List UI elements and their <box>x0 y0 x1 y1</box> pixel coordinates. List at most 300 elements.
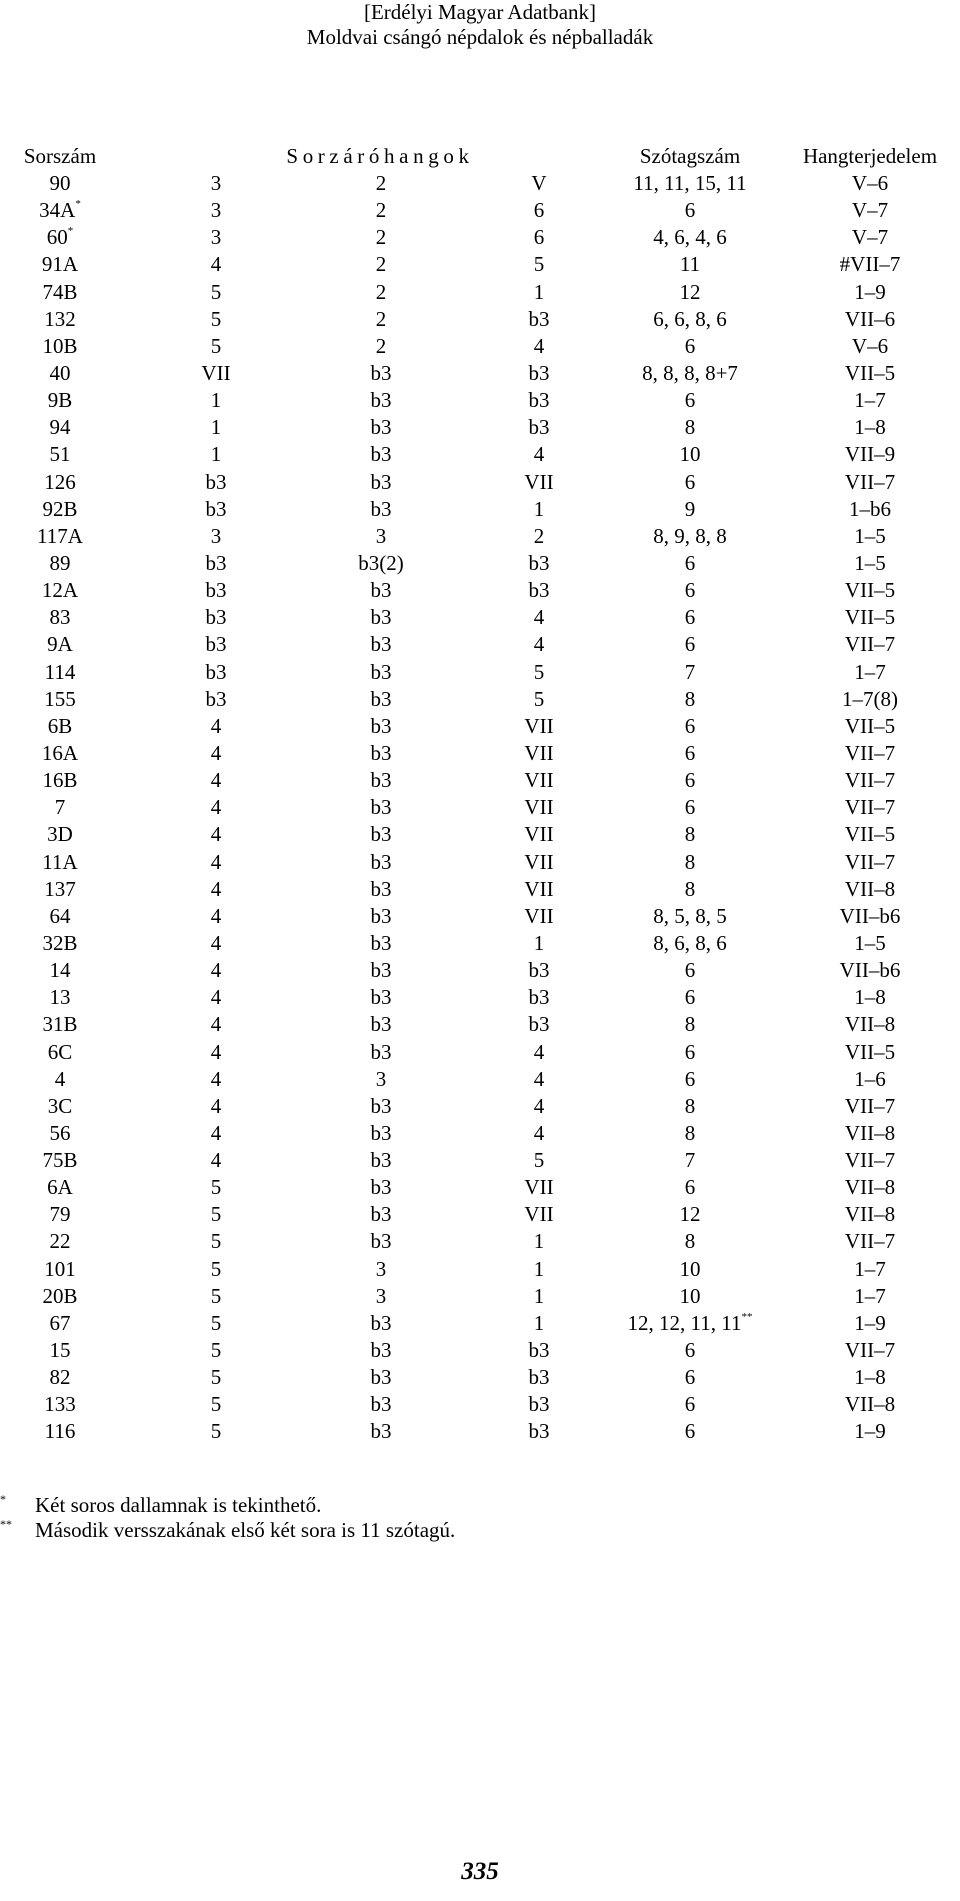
cell-hangterjedelem-text: V–7 <box>851 198 889 223</box>
cell-hang-3 <box>489 604 589 631</box>
cell-sorszam <box>10 469 110 496</box>
cell-sorszam <box>10 821 110 848</box>
cell-hang-2-text: b3 <box>370 1093 392 1118</box>
cell-hang-2 <box>331 441 431 468</box>
cell-hang-1 <box>166 1283 266 1310</box>
cell-hang-3-text: b3 <box>528 1365 550 1390</box>
cell-hang-2 <box>331 686 431 713</box>
footnote-reference: * <box>75 198 81 211</box>
table-row <box>0 1418 960 1445</box>
cell-hang-3-text: 2 <box>533 523 545 548</box>
cell-hang-2 <box>331 1310 431 1337</box>
cell-szotagszam <box>590 686 790 713</box>
cell-hangterjedelem <box>790 849 950 876</box>
cell-hangterjedelem-text: 1–8 <box>854 985 886 1010</box>
cell-sorszam <box>10 306 110 333</box>
cell-szotagszam-text: 10 <box>679 442 701 467</box>
cell-hang-1-text: 4 <box>210 740 222 765</box>
cell-hang-3 <box>489 876 589 903</box>
table-row <box>0 279 960 306</box>
cell-hang-1 <box>166 1066 266 1093</box>
cell-hang-1-text: 5 <box>210 1175 222 1200</box>
cell-hangterjedelem <box>790 1256 950 1283</box>
cell-hang-1-text: b3 <box>205 659 227 684</box>
cell-hang-2 <box>331 333 431 360</box>
cell-szotagszam-text: 8 <box>684 876 696 901</box>
cell-hang-2 <box>331 903 431 930</box>
cell-szotagszam-text: 6 <box>684 958 696 983</box>
column-header-sorszam: Sorszám <box>23 144 97 168</box>
cell-hang-3-text: VII <box>524 740 554 765</box>
cell-sorszam-text: 91A <box>41 252 79 277</box>
cell-szotagszam-text: 8 <box>684 1229 696 1254</box>
table-row <box>0 523 960 550</box>
cell-szotagszam-text: 6 <box>684 985 696 1010</box>
cell-sorszam <box>10 876 110 903</box>
cell-hangterjedelem-text: VII–5 <box>844 822 896 847</box>
cell-hang-1-text: 4 <box>210 930 222 955</box>
table-row <box>0 849 960 876</box>
cell-sorszam <box>10 550 110 577</box>
cell-hang-1-text: b3 <box>205 632 227 657</box>
cell-hangterjedelem <box>790 1310 950 1337</box>
cell-hangterjedelem-text: 1–9 <box>854 1310 886 1335</box>
cell-hang-3 <box>489 387 589 414</box>
cell-sorszam-text: 40 <box>49 360 71 385</box>
cell-hang-2-text: 2 <box>375 225 387 250</box>
cell-hang-1-text: b3 <box>205 496 227 521</box>
cell-szotagszam <box>590 1337 790 1364</box>
cell-hang-2 <box>331 251 431 278</box>
cell-hangterjedelem <box>790 441 950 468</box>
cell-hang-2-text: b3 <box>370 768 392 793</box>
cell-hangterjedelem <box>790 1039 950 1066</box>
cell-hang-2 <box>331 876 431 903</box>
cell-hang-3-text: b3 <box>528 360 550 385</box>
cell-hang-2 <box>331 1418 431 1445</box>
cell-hang-3-text: 6 <box>533 225 545 250</box>
cell-hang-1-text: 5 <box>210 1256 222 1281</box>
cell-szotagszam <box>590 930 790 957</box>
cell-szotagszam-text: 4, 6, 4, 6 <box>653 225 727 250</box>
cell-hang-1 <box>166 469 266 496</box>
cell-sorszam-text: 13 <box>49 985 71 1010</box>
cell-hang-2 <box>331 713 431 740</box>
cell-hang-1-text: 4 <box>210 795 222 820</box>
cell-hang-3 <box>489 469 589 496</box>
cell-hangterjedelem <box>790 740 950 767</box>
cell-hangterjedelem-text: VII–9 <box>844 442 896 467</box>
table-row <box>0 794 960 821</box>
cell-hang-3-text: VII <box>524 768 554 793</box>
cell-hang-2-text: b3 <box>370 1120 392 1145</box>
cell-sorszam <box>10 1391 110 1418</box>
cell-hang-1-text: 4 <box>210 1093 222 1118</box>
cell-sorszam-text: 6A <box>47 1175 73 1200</box>
cell-hangterjedelem-text: V–6 <box>851 171 889 195</box>
cell-hang-1-text: b3 <box>205 605 227 630</box>
cell-hang-2-text: 2 <box>375 333 387 358</box>
cell-hang-2 <box>331 930 431 957</box>
cell-sorszam-text: 74B <box>42 279 78 304</box>
cell-hang-3-text: VII <box>524 1202 554 1227</box>
cell-hangterjedelem-text: VII–b6 <box>839 958 901 983</box>
cell-sorszam <box>10 1228 110 1255</box>
cell-szotagszam <box>590 1174 790 1201</box>
cell-hang-1 <box>166 333 266 360</box>
cell-szotagszam <box>590 523 790 550</box>
cell-hang-3-text: 6 <box>533 198 545 223</box>
cell-hang-2 <box>331 957 431 984</box>
header-title: Moldvai csángó népdalok és népballadák <box>306 25 654 49</box>
cell-hang-1 <box>166 604 266 631</box>
cell-hang-1-text: 4 <box>210 1148 222 1173</box>
cell-hang-2 <box>331 1011 431 1038</box>
cell-hang-1 <box>166 1147 266 1174</box>
cell-hang-2-text: b3 <box>370 822 392 847</box>
cell-sorszam-text: 114 <box>44 659 76 684</box>
cell-hang-1-text: b3 <box>205 469 227 494</box>
cell-hang-2-text: b3 <box>370 1229 392 1254</box>
cell-hangterjedelem <box>790 659 950 686</box>
cell-hangterjedelem <box>790 1418 950 1445</box>
cell-hang-3-text: VII <box>524 469 554 494</box>
cell-hang-2 <box>331 523 431 550</box>
cell-hang-3 <box>489 550 589 577</box>
cell-szotagszam <box>590 1283 790 1310</box>
cell-hang-2-text: 2 <box>375 279 387 304</box>
cell-hang-1-text: 5 <box>210 1338 222 1363</box>
cell-hang-2 <box>331 1337 431 1364</box>
cell-hang-1-text: 5 <box>210 1310 222 1335</box>
cell-sorszam <box>10 740 110 767</box>
cell-hangterjedelem <box>790 876 950 903</box>
table-row <box>0 1337 960 1364</box>
cell-sorszam <box>10 251 110 278</box>
table-row <box>0 224 960 251</box>
cell-hang-3 <box>489 1283 589 1310</box>
cell-szotagszam-text: 6 <box>684 1066 696 1091</box>
cell-hang-2-text: 2 <box>375 171 387 195</box>
cell-hang-1 <box>166 821 266 848</box>
cell-hang-1 <box>166 360 266 387</box>
cell-hang-1 <box>166 197 266 224</box>
cell-hang-1 <box>166 957 266 984</box>
cell-hang-3 <box>489 1310 589 1337</box>
table-row <box>0 821 960 848</box>
cell-hangterjedelem-text: VII–8 <box>844 1120 896 1145</box>
cell-hang-3 <box>489 306 589 333</box>
cell-hang-3-text: 4 <box>533 442 545 467</box>
cell-sorszam <box>10 1310 110 1337</box>
cell-hang-2 <box>331 360 431 387</box>
cell-hang-2 <box>331 469 431 496</box>
cell-hang-3-text: VII <box>524 876 554 901</box>
cell-hang-3-text: VII <box>524 795 554 820</box>
cell-hang-2 <box>331 1228 431 1255</box>
cell-hang-2-text: b3 <box>370 1365 392 1390</box>
table-row <box>0 903 960 930</box>
cell-hang-1-text: 4 <box>210 1066 222 1091</box>
cell-hang-3-text: 5 <box>533 1148 545 1173</box>
cell-sorszam <box>10 197 110 224</box>
cell-hangterjedelem-text: VII–5 <box>844 605 896 630</box>
table-row <box>0 659 960 686</box>
cell-szotagszam-text: 6 <box>684 768 696 793</box>
cell-szotagszam <box>590 1310 790 1337</box>
cell-szotagszam-text: 6 <box>684 713 696 738</box>
cell-hang-2 <box>331 659 431 686</box>
cell-hang-1 <box>166 1256 266 1283</box>
cell-hangterjedelem <box>790 496 950 523</box>
cell-hang-1 <box>166 984 266 1011</box>
cell-hang-3 <box>489 686 589 713</box>
footnote-reference: * <box>67 225 74 238</box>
cell-hangterjedelem <box>790 903 950 930</box>
cell-hang-1 <box>166 1201 266 1228</box>
cell-hang-3 <box>489 767 589 794</box>
cell-hang-1-text: 4 <box>210 768 222 793</box>
footnote <box>0 1518 960 1543</box>
cell-hang-1-text: b3 <box>205 686 227 711</box>
cell-hangterjedelem-text: 1–8 <box>854 415 886 440</box>
cell-hang-2-text: b3 <box>370 903 392 928</box>
cell-hang-2 <box>331 1201 431 1228</box>
cell-hang-1-text: 4 <box>210 713 222 738</box>
table-row <box>0 251 960 278</box>
cell-sorszam-text: 34A <box>39 198 76 223</box>
cell-hang-1-text: 1 <box>210 442 222 467</box>
cell-hang-1 <box>166 1418 266 1445</box>
cell-szotagszam <box>590 1256 790 1283</box>
cell-hang-1 <box>166 631 266 658</box>
cell-hang-3-text: 1 <box>533 279 545 304</box>
cell-hangterjedelem <box>790 604 950 631</box>
cell-hang-3-text: VII <box>524 713 554 738</box>
table-row <box>0 1093 960 1120</box>
cell-hang-3-text: 5 <box>533 686 545 711</box>
cell-szotagszam <box>590 1093 790 1120</box>
cell-hang-2 <box>331 550 431 577</box>
cell-hang-2-text: b3 <box>370 388 392 413</box>
cell-hangterjedelem-text: 1–7 <box>854 659 886 684</box>
cell-szotagszam <box>590 333 790 360</box>
cell-szotagszam <box>590 1391 790 1418</box>
cell-sorszam <box>10 1283 110 1310</box>
cell-hangterjedelem <box>790 469 950 496</box>
table-row <box>0 1283 960 1310</box>
cell-hang-2-text: b3 <box>370 578 392 603</box>
cell-hangterjedelem <box>790 1174 950 1201</box>
cell-hang-3 <box>489 170 589 197</box>
table-row <box>0 1310 960 1337</box>
cell-sorszam-text: 31B <box>42 1012 78 1037</box>
cell-szotagszam-text: 7 <box>684 659 696 684</box>
cell-hang-2-text: 3 <box>375 1256 387 1281</box>
cell-hang-1 <box>166 1391 266 1418</box>
table-row <box>0 1066 960 1093</box>
cell-sorszam-text: 89 <box>49 550 71 575</box>
cell-szotagszam <box>590 631 790 658</box>
cell-hang-1-text: 3 <box>210 225 222 250</box>
cell-hang-1 <box>166 1337 266 1364</box>
cell-hang-2-text: 2 <box>375 198 387 223</box>
cell-hang-3-text: 1 <box>533 930 545 955</box>
cell-sorszam <box>10 1011 110 1038</box>
cell-szotagszam-text: 8 <box>684 686 696 711</box>
cell-hang-1 <box>166 496 266 523</box>
cell-hangterjedelem-text: VII–7 <box>844 1229 896 1254</box>
cell-hang-3 <box>489 1147 589 1174</box>
cell-hang-1 <box>166 1011 266 1038</box>
cell-szotagszam-text: 11 <box>679 252 701 277</box>
cell-hang-3-text: 5 <box>533 252 545 277</box>
cell-szotagszam <box>590 604 790 631</box>
cell-szotagszam-text: 6 <box>684 605 696 630</box>
cell-hang-3 <box>489 441 589 468</box>
cell-hang-1-text: 4 <box>210 985 222 1010</box>
table-row <box>0 1174 960 1201</box>
cell-hang-3-text: 4 <box>533 632 545 657</box>
cell-hangterjedelem <box>790 1201 950 1228</box>
cell-hangterjedelem <box>790 224 950 251</box>
cell-szotagszam <box>590 469 790 496</box>
cell-sorszam <box>10 1174 110 1201</box>
cell-sorszam-text: 79 <box>49 1202 71 1227</box>
cell-hangterjedelem <box>790 686 950 713</box>
cell-hangterjedelem <box>790 414 950 441</box>
cell-szotagszam-text: 8 <box>684 849 696 874</box>
cell-hangterjedelem-text: 1–b6 <box>849 496 891 521</box>
cell-hang-2-text: b3 <box>370 1338 392 1363</box>
cell-hang-2-text: b3 <box>370 469 392 494</box>
cell-hang-3 <box>489 333 589 360</box>
table-row <box>0 957 960 984</box>
cell-sorszam-text: 155 <box>44 686 76 711</box>
cell-hang-2-text: b3 <box>370 930 392 955</box>
cell-hang-1 <box>166 1093 266 1120</box>
table-row <box>0 1391 960 1418</box>
cell-szotagszam-text: 12, 12, 11, 11 <box>627 1310 742 1335</box>
cell-sorszam <box>10 387 110 414</box>
table-row <box>0 1120 960 1147</box>
cell-hang-3 <box>489 251 589 278</box>
cell-hang-1-text: 3 <box>210 198 222 223</box>
cell-hang-1-text: 1 <box>210 388 222 413</box>
cell-szotagszam <box>590 659 790 686</box>
table-row <box>0 306 960 333</box>
cell-hangterjedelem <box>790 930 950 957</box>
table-row <box>0 1256 960 1283</box>
cell-hang-1 <box>166 1039 266 1066</box>
cell-hang-3 <box>489 279 589 306</box>
cell-hang-1 <box>166 224 266 251</box>
cell-hangterjedelem <box>790 713 950 740</box>
cell-hangterjedelem-text: 1–7 <box>854 388 886 413</box>
cell-hang-3-text: b3 <box>528 1392 550 1417</box>
column-header-sorzarohangok: Sorzáróhangok <box>286 144 474 168</box>
cell-sorszam-text: 126 <box>44 469 76 494</box>
cell-hang-1 <box>166 1174 266 1201</box>
cell-sorszam-text: 117A <box>37 523 83 548</box>
cell-hang-2-text: b3 <box>370 442 392 467</box>
cell-hangterjedelem-text: 1–9 <box>854 279 886 304</box>
cell-szotagszam <box>590 496 790 523</box>
cell-hang-2-text: b3 <box>370 849 392 874</box>
cell-hangterjedelem <box>790 984 950 1011</box>
cell-hangterjedelem <box>790 333 950 360</box>
cell-hangterjedelem-text: VII–7 <box>844 768 896 793</box>
cell-hang-1-text: 5 <box>210 1392 222 1417</box>
cell-hang-2-text: 2 <box>375 252 387 277</box>
cell-szotagszam <box>590 1147 790 1174</box>
cell-hangterjedelem-text: VII–7 <box>844 1338 896 1363</box>
cell-hang-3-text: b3 <box>528 388 550 413</box>
cell-hang-2-text: b3 <box>370 632 392 657</box>
cell-sorszam-text: 51 <box>49 442 71 467</box>
cell-szotagszam <box>590 1011 790 1038</box>
cell-hang-3 <box>489 1391 589 1418</box>
cell-hang-2-text: b3 <box>370 985 392 1010</box>
cell-szotagszam-text: 6 <box>684 632 696 657</box>
footnote-text: Két soros dallamnak is tekinthető. <box>35 1493 322 1517</box>
table-row <box>0 414 960 441</box>
cell-szotagszam <box>590 1228 790 1255</box>
cell-szotagszam-text: 8 <box>684 415 696 440</box>
cell-hang-3 <box>489 713 589 740</box>
cell-hangterjedelem <box>790 1391 950 1418</box>
cell-szotagszam <box>590 414 790 441</box>
cell-hangterjedelem-text: VII–5 <box>844 1039 896 1064</box>
cell-hang-3 <box>489 414 589 441</box>
cell-hangterjedelem-text: 1–9 <box>854 1419 886 1444</box>
cell-szotagszam <box>590 903 790 930</box>
table-row <box>0 550 960 577</box>
cell-hangterjedelem <box>790 577 950 604</box>
cell-hang-1-text: 3 <box>210 171 222 195</box>
cell-hangterjedelem-text: 1–5 <box>854 550 886 575</box>
cell-hangterjedelem-text: 1–5 <box>854 930 886 955</box>
cell-hang-2-text: 3 <box>375 523 387 548</box>
cell-hang-1 <box>166 306 266 333</box>
cell-hang-3 <box>489 984 589 1011</box>
cell-hangterjedelem-text: VII–7 <box>844 632 896 657</box>
cell-hang-3-text: b3 <box>528 550 550 575</box>
cell-hang-3 <box>489 360 589 387</box>
cell-szotagszam <box>590 1039 790 1066</box>
table-row <box>0 984 960 1011</box>
cell-hangterjedelem <box>790 1093 950 1120</box>
cell-hang-1 <box>166 251 266 278</box>
cell-hang-3-text: 4 <box>533 1093 545 1118</box>
cell-hang-2-text: b3 <box>370 1039 392 1064</box>
table-row <box>0 469 960 496</box>
cell-sorszam-text: 60 <box>46 225 68 250</box>
cell-szotagszam-text: 9 <box>684 496 696 521</box>
table-row <box>0 713 960 740</box>
cell-hangterjedelem-text: #VII–7 <box>839 252 901 277</box>
cell-hang-1-text: 5 <box>210 306 222 331</box>
cell-hangterjedelem-text: VII–7 <box>844 469 896 494</box>
cell-sorszam-text: 83 <box>49 605 71 630</box>
cell-szotagszam <box>590 957 790 984</box>
cell-hang-1 <box>166 659 266 686</box>
cell-hang-3-text: 4 <box>533 1120 545 1145</box>
cell-szotagszam <box>590 794 790 821</box>
cell-hangterjedelem-text: VII–7 <box>844 795 896 820</box>
cell-hang-1-text: 4 <box>210 849 222 874</box>
table-row <box>0 767 960 794</box>
